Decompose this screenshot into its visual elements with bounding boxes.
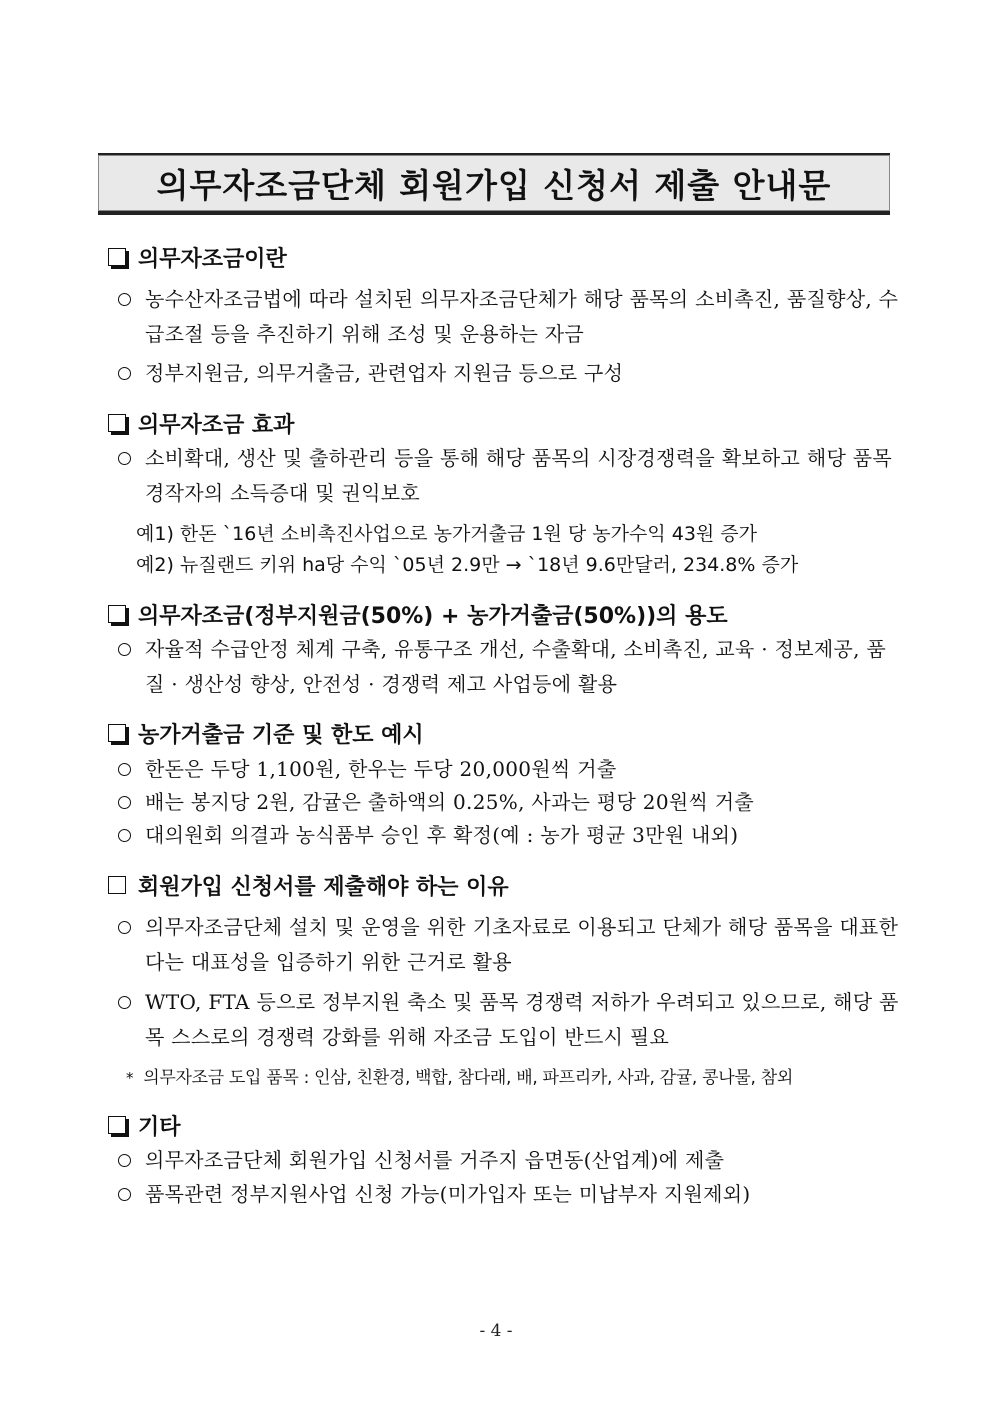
section-heading [108, 716, 424, 750]
circle-bullet-icon [118, 452, 131, 465]
note-line [126, 1063, 793, 1093]
bullet-item [118, 818, 904, 853]
section-heading-text: 의무자조금 효과 [138, 412, 295, 438]
document-title: 의무자조금단체 회원가입 신청서 제출 안내문 [156, 165, 832, 205]
bullet-item [118, 632, 904, 702]
section-heading-text: 기타 [138, 1114, 181, 1140]
circle-bullet-icon [118, 796, 131, 809]
section-heading-text: 회원가입 신청서를 제출해야 하는 이유 [138, 874, 509, 900]
circle-bullet-icon [118, 643, 131, 656]
section-heading [108, 868, 509, 902]
bullet-text: 한돈은 두당 1,100원, 한우는 두당 20,000원씩 거출 [145, 757, 617, 781]
example-line: 예2) 뉴질랜드 키위 ha당 수익 `05년 2.9만 → `18년 9.6만달러, 234.8% 증가 [136, 554, 799, 576]
bullet-item [118, 785, 904, 820]
circle-bullet-icon [118, 829, 131, 842]
circle-bullet-icon [118, 1154, 131, 1167]
checkbox-square-icon [108, 605, 126, 623]
section-heading-text: 의무자조금(정부지원금(50%) + 농가거출금(50%))의 용도 [138, 603, 728, 629]
checkbox-square-icon [108, 1116, 126, 1134]
checkbox-square-icon [108, 724, 126, 742]
circle-bullet-icon [118, 921, 131, 934]
bullet-item [118, 356, 904, 391]
section-heading [108, 240, 287, 274]
bullet-item [118, 282, 904, 352]
bullet-text: WTO, FTA 등으로 정부지원 축소 및 품목 경쟁력 저하가 우려되고 있으므로, 해당 품목 스스로의 경쟁력 강화를 위해 자조금 도입이 반드시 필요 [145, 990, 899, 1049]
section-heading [108, 406, 294, 440]
bullet-text: 품목관련 정부지원사업 신청 가능(미가입자 또는 미납부자 지원제외) [145, 1182, 751, 1206]
page-number: - 4 - [479, 1321, 513, 1341]
bullet-text: 배는 봉지당 2원, 감귤은 출하액의 0.25%, 사과는 평당 20원씩 거출 [145, 790, 754, 814]
circle-bullet-icon [118, 293, 131, 306]
bullet-item [118, 752, 904, 787]
bullet-text: 농수산자조금법에 따라 설치된 의무자조금단체가 해당 품목의 소비촉진, 품질향상, 수급조절 등을 추진하기 위해 조성 및 운용하는 자금 [145, 287, 899, 346]
bullet-text: 의무자조금단체 설치 및 운영을 위한 기초자료로 이용되고 단체가 해당 품목을 대표한다는 대표성을 입증하기 위한 근거로 활용 [145, 915, 899, 974]
section-heading [108, 1108, 181, 1142]
circle-bullet-icon [118, 1188, 131, 1201]
checkbox-square-icon [108, 248, 126, 266]
section-heading-text: 농가거출금 기준 및 한도 예시 [138, 722, 424, 748]
bullet-text: 소비확대, 생산 및 출하관리 등을 통해 해당 품목의 시장경쟁력을 확보하고 해당 품목 경작자의 소득증대 및 권익보호 [145, 446, 892, 505]
section-heading-text: 의무자조금이란 [138, 246, 287, 272]
bullet-item [118, 441, 904, 511]
bullet-text: 정부지원금, 의무거출금, 관련업자 지원금 등으로 구성 [145, 361, 624, 385]
checkbox-square-icon [108, 876, 126, 894]
bullet-item [118, 910, 904, 980]
bullet-text: 자율적 수급안정 체계 구축, 유통구조 개선, 수출확대, 소비촉진, 교육 · 정보제공, 품질 · 생산성 향상, 안전성 · 경쟁력 제고 사업등에 활용 [145, 637, 887, 696]
title-box [98, 153, 890, 215]
bullet-item [118, 985, 904, 1055]
circle-bullet-icon [118, 763, 131, 776]
bullet-item [118, 1177, 904, 1212]
example-line: 예1) 한돈 `16년 소비촉진사업으로 농가거출금 1원 당 농가수익 43원 증가 [136, 523, 758, 545]
bullet-text: 대의원회 의결과 농식품부 승인 후 확정(예 : 농가 평균 3만원 내외) [145, 823, 739, 847]
checkbox-square-icon [108, 414, 126, 432]
circle-bullet-icon [118, 996, 131, 1009]
note-text: 의무자조금 도입 품목 : 인삼, 친환경, 백합, 참다래, 배, 파프리카, 사과, 감귤, 콩나물, 참외 [143, 1068, 793, 1088]
bullet-text: 의무자조금단체 회원가입 신청서를 거주지 읍면동(산업계)에 제출 [145, 1148, 725, 1172]
circle-bullet-icon [118, 367, 131, 380]
asterisk-marker: * [126, 1069, 134, 1087]
bullet-item [118, 1143, 904, 1178]
section-heading [108, 597, 728, 631]
